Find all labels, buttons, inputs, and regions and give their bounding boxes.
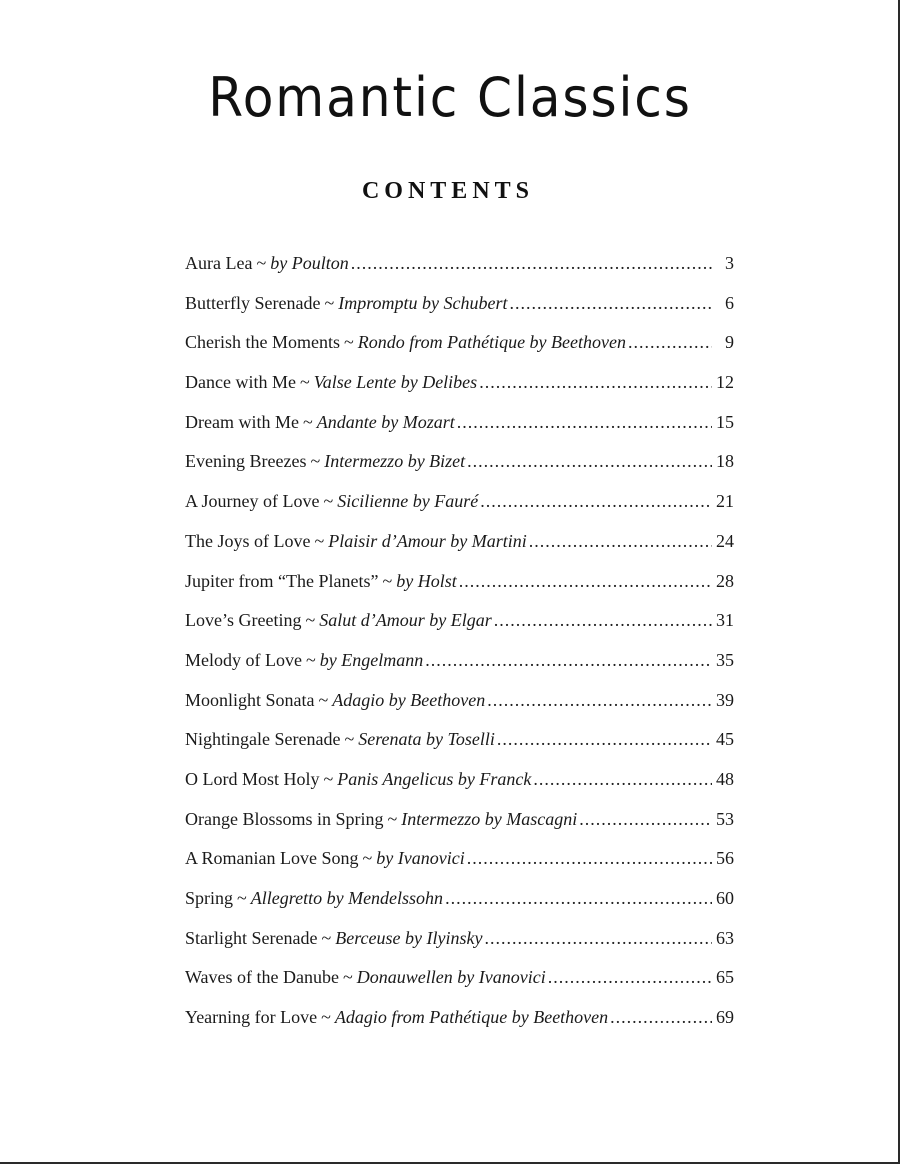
toc-entry-source: Plaisir d’Amour by Martini [328, 530, 527, 551]
dot-leader [459, 566, 712, 596]
toc-entry [185, 407, 734, 447]
toc-entry [185, 685, 734, 725]
toc-entry-source: Salut d’Amour by Elgar [319, 610, 492, 631]
dot-leader [480, 486, 712, 516]
toc-entry-page: 3 [725, 253, 734, 273]
dot-leader [628, 327, 712, 357]
toc-entry [185, 645, 734, 685]
toc-entry [185, 288, 734, 328]
table-of-contents [185, 248, 734, 1042]
toc-entry-source: by Poulton [270, 253, 349, 273]
toc-entry-source: Intermezzo by Mascagni [401, 808, 578, 829]
toc-entry-separator: ~ [362, 848, 373, 869]
toc-entry-separator: ~ [382, 570, 393, 591]
toc-entry-source: Adagio from Pathétique by Beethoven [334, 1007, 609, 1028]
toc-entry-title: Dance with Me [185, 372, 296, 393]
toc-entry-page: 39 [716, 689, 734, 710]
toc-entry-source: Berceuse by Ilyinsky [335, 927, 483, 948]
contents-heading: CONTENTS [361, 178, 535, 204]
dot-leader [484, 923, 712, 953]
toc-entry-page: 6 [725, 292, 734, 313]
toc-entry [185, 486, 734, 526]
toc-entry [185, 446, 734, 486]
toc-entry-source: Adagio by Beethoven [332, 689, 486, 710]
toc-entry-source: Rondo from Pathétique by Beethoven [357, 332, 627, 353]
toc-entry-separator: ~ [343, 967, 353, 988]
dot-leader [487, 685, 712, 715]
dot-leader [457, 407, 712, 437]
toc-entry-separator: ~ [299, 372, 310, 393]
toc-entry-title: Aura Lea [185, 253, 253, 273]
toc-entry [185, 804, 734, 844]
toc-entry-title: The Joys of Love [185, 530, 311, 551]
toc-entry-page: 60 [716, 888, 734, 908]
toc-entry-separator: ~ [302, 411, 313, 432]
toc-entry-separator: ~ [237, 888, 247, 908]
toc-entry-source: Allegretto by Mendelssohn [250, 888, 444, 908]
toc-entry-separator: ~ [318, 689, 329, 710]
dot-leader [494, 605, 712, 635]
dot-leader [479, 367, 712, 397]
toc-entry [185, 883, 734, 923]
toc-entry-separator: ~ [323, 768, 334, 789]
dot-leader [579, 804, 712, 834]
dot-leader [497, 724, 712, 754]
toc-entry-title: Moonlight Sonata [185, 689, 315, 710]
toc-entry-page: 56 [716, 848, 734, 869]
dot-leader [610, 1002, 712, 1032]
toc-entry-separator: ~ [344, 332, 354, 353]
toc-entry-source: by Engelmann [319, 649, 424, 670]
toc-entry-separator: ~ [323, 491, 334, 512]
toc-entry-separator: ~ [256, 253, 267, 273]
toc-entry-separator: ~ [310, 451, 321, 472]
toc-entry-source: Intermezzo by Bizet [324, 451, 466, 472]
toc-entry-page: 35 [716, 649, 734, 670]
dot-leader [351, 248, 712, 278]
toc-entry-title: Jupiter from “The Planets” [185, 570, 379, 591]
toc-entry [185, 526, 734, 566]
dot-leader [548, 962, 712, 992]
toc-entry-source: Valse Lente by Delibes [313, 372, 478, 393]
toc-entry-page: 53 [716, 808, 734, 829]
toc-entry-page: 48 [716, 768, 734, 789]
toc-entry-page: 69 [716, 1007, 734, 1028]
dot-leader [425, 645, 712, 675]
toc-entry-separator: ~ [387, 808, 398, 829]
toc-entry-page: 15 [716, 411, 734, 432]
toc-entry [185, 843, 734, 883]
toc-entry-title: Dream with Me [185, 411, 299, 432]
toc-entry [185, 764, 734, 804]
toc-entry-title: Nightingale Serenade [185, 729, 341, 750]
toc-entry-source: by Ivanovici [376, 848, 465, 869]
toc-entry-title: Spring [185, 888, 234, 908]
toc-entry-title: Evening Breezes [185, 451, 307, 472]
toc-entry-page: 21 [716, 491, 734, 512]
toc-entry [185, 1002, 734, 1042]
toc-entry-page: 65 [716, 967, 734, 988]
toc-entry-title: Orange Blossoms in Spring [185, 808, 384, 829]
toc-entry-source: Andante by Mozart [316, 411, 455, 432]
toc-entry-separator: ~ [324, 292, 335, 313]
toc-entry [185, 605, 734, 645]
book-title: Romantic Classics [208, 66, 692, 129]
toc-entry-title: Yearning for Love [185, 1007, 318, 1028]
toc-entry [185, 327, 734, 367]
toc-entry-title: A Journey of Love [185, 491, 320, 512]
toc-entry-title: Love’s Greeting [185, 610, 302, 631]
toc-entry-source: Donauwellen by Ivanovici [356, 967, 546, 988]
toc-entry-title: Starlight Serenade [185, 927, 318, 948]
dot-leader [467, 446, 712, 476]
toc-entry [185, 367, 734, 407]
toc-entry-page: 63 [716, 927, 734, 948]
toc-entry-page: 28 [716, 570, 734, 591]
toc-entry [185, 923, 734, 963]
toc-entry-source: Panis Angelicus by Franck [337, 768, 532, 789]
toc-entry-title: A Romanian Love Song [185, 848, 359, 869]
toc-entry-title: O Lord Most Holy [185, 768, 320, 789]
toc-entry-separator: ~ [344, 729, 355, 750]
toc-entry-page: 9 [725, 332, 734, 353]
dot-leader [529, 526, 712, 556]
toc-entry-source: Impromptu by Schubert [338, 292, 508, 313]
toc-entry-separator: ~ [321, 1007, 331, 1028]
dot-leader [510, 288, 712, 318]
toc-entry-separator: ~ [305, 649, 316, 670]
toc-entry [185, 962, 734, 1002]
toc-entry [185, 248, 734, 288]
toc-entry-page: 12 [716, 372, 734, 393]
toc-entry-page: 24 [716, 530, 734, 551]
toc-entry-page: 45 [716, 729, 734, 750]
toc-entry [185, 566, 734, 606]
toc-entry-title: Waves of the Danube [185, 967, 339, 988]
toc-entry-title: Cherish the Moments [185, 332, 340, 353]
toc-entry-title: Melody of Love [185, 649, 302, 670]
toc-entry-source: Sicilienne by Fauré [337, 491, 479, 512]
toc-entry-page: 31 [716, 610, 734, 631]
toc-entry-separator: ~ [305, 610, 316, 631]
dot-leader [467, 843, 712, 873]
toc-entry-page: 18 [716, 451, 734, 472]
toc-entry-source: Serenata by Toselli [358, 729, 495, 750]
toc-entry-title: Butterfly Serenade [185, 292, 321, 313]
dot-leader [445, 883, 712, 913]
toc-entry-separator: ~ [314, 530, 325, 551]
toc-entry-source: by Holst [396, 570, 457, 591]
toc-entry [185, 724, 734, 764]
dot-leader [533, 764, 712, 794]
toc-entry-separator: ~ [321, 927, 332, 948]
